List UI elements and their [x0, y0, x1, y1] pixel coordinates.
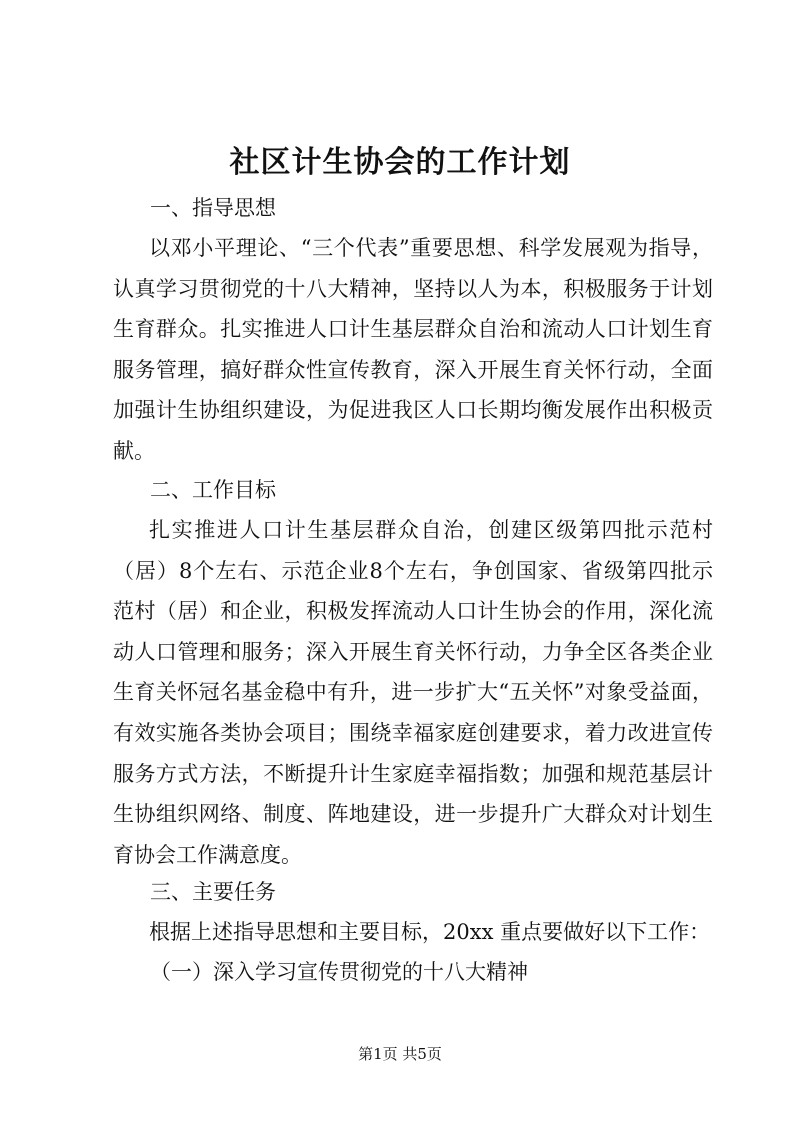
- paragraph-line: 育协会工作满意度。: [113, 842, 302, 867]
- paragraph-line: （居）8个左右、示范企业8个左右，争创国家、省级第四批示: [113, 558, 713, 583]
- paragraph-line: 生协组织网络、制度、阵地建设，进一步提升广大群众对计划生: [113, 802, 713, 827]
- paragraph-line: 服务方式方法，不断提升计生家庭幸福指数；加强和规范基层计: [113, 761, 713, 786]
- section-heading-main-tasks: 三、主要任务: [150, 880, 276, 904]
- subheading-task-one: （一）深入学习宣传贯彻党的十八大精神: [150, 960, 528, 984]
- paragraph-line: 扎实推进人口计生基层群众自治，创建区级第四批示范村: [149, 518, 713, 542]
- page-footer: 第1页 共5页: [358, 1045, 442, 1063]
- paragraph-line: 献。: [113, 438, 155, 463]
- paragraph-line: 范村（居）和企业，积极发挥流动人口计生协会的作用，深化流: [113, 599, 713, 624]
- section-paragraph-main-tasks: [113, 912, 713, 953]
- paragraph-line: 根据上述指导思想和主要目标，20xx 重点要做好以下工作：: [149, 920, 711, 944]
- paragraph-line: 有效实施各类协会项目；围绕幸福家庭创建要求，着力改进宣传: [113, 720, 713, 745]
- section-heading-guiding-thought: 一、指导思想: [150, 196, 276, 220]
- section-paragraph-work-goals: [113, 510, 713, 875]
- paragraph-line: 服务管理，搞好群众性宣传教育，深入开展生育关怀行动，全面: [113, 357, 713, 382]
- document-title: 社区计生协会的工作计划: [229, 145, 571, 180]
- section-paragraph-guiding-thought: [113, 228, 713, 472]
- paragraph-line: 认真学习贯彻党的十八大精神，坚持以人为本，积极服务于计划: [113, 276, 713, 301]
- paragraph-line: 加强计生协组织建设，为促进我区人口长期均衡发展作出积极贡: [113, 398, 713, 423]
- paragraph-line: 以邓小平理论、“三个代表”重要思想、科学发展观为指导，: [149, 236, 713, 260]
- paragraph-line: 生育群众。扎实推进人口计生基层群众自治和流动人口计划生育: [113, 317, 713, 342]
- section-heading-work-goals: 二、工作目标: [150, 478, 276, 502]
- paragraph-line: 动人口管理和服务；深入开展生育关怀行动，力争全区各类企业: [113, 639, 713, 664]
- paragraph-line: 生育关怀冠名基金稳中有升，进一步扩大“五关怀”对象受益面，: [113, 680, 713, 705]
